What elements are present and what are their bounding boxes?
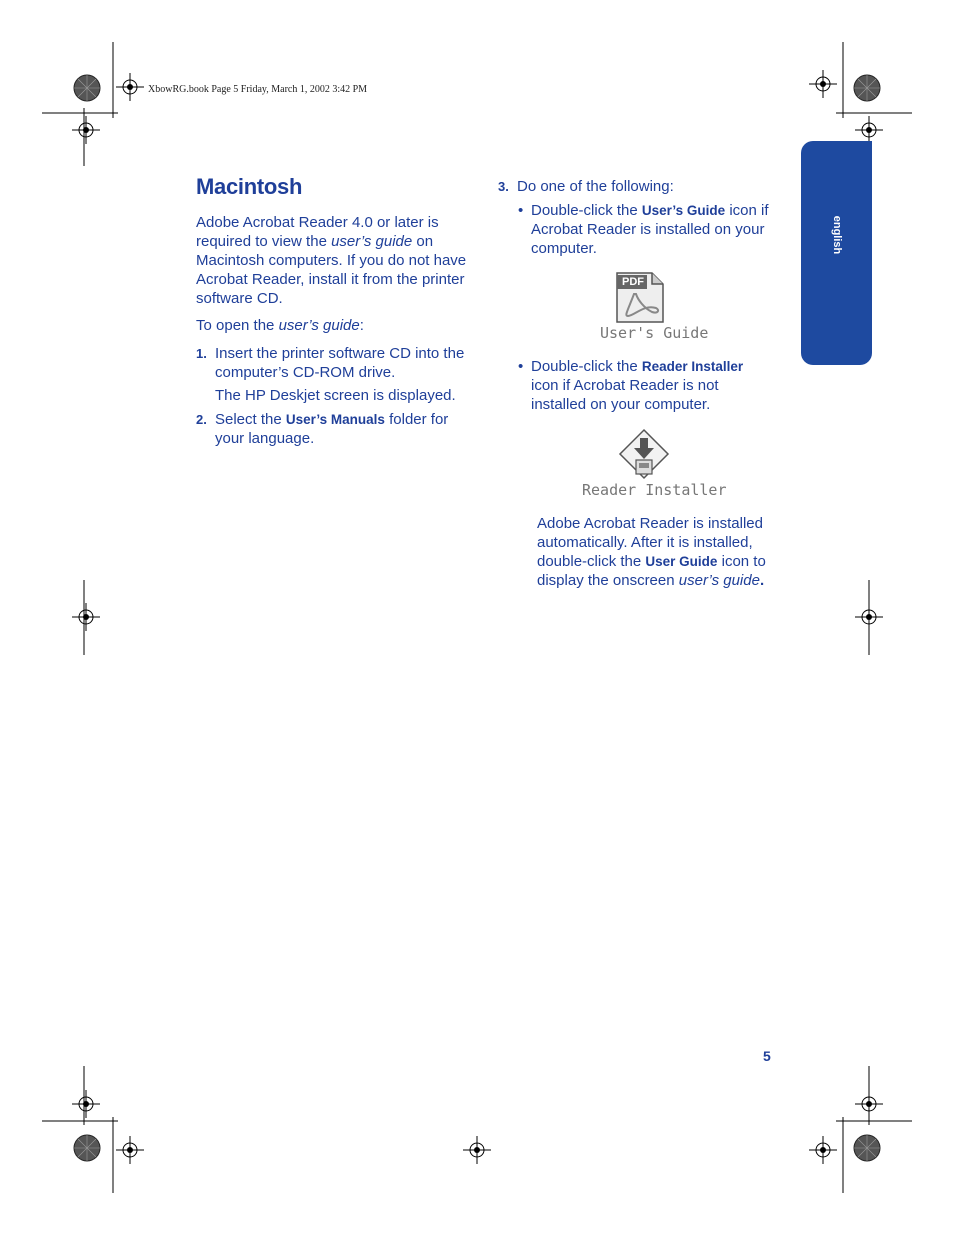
- bullet-2-text-2: icon if Acrobat Reader is not installed on your computer.: [531, 377, 719, 413]
- intro-italic: user’s guide: [331, 233, 413, 250]
- bullet-2-text-1: Double-click the: [531, 358, 642, 375]
- closing-paragraph: [537, 514, 773, 590]
- language-tab-label: english: [830, 215, 843, 255]
- closing-italic: user’s guide: [678, 572, 760, 589]
- reader-installer-icon-label: Reader Installer: [582, 481, 727, 499]
- bullet-1-marker: •: [518, 202, 524, 219]
- bullet-1-text-2: icon if Acrobat Reader is installed on your computer.: [531, 202, 769, 257]
- user-guide-name: User Guide: [645, 554, 718, 569]
- step-1-number: 1.: [196, 346, 207, 361]
- step-1-text: Insert the printer software CD into the computer’s CD-ROM drive.: [215, 345, 465, 381]
- open-italic: user’s guide: [278, 317, 360, 334]
- users-guide-name: User’s Guide: [641, 203, 726, 218]
- reader-installer-name: Reader Installer: [641, 359, 744, 374]
- reader-installer-icon[interactable]: [582, 428, 727, 502]
- users-guide-icon-label: User's Guide: [600, 324, 709, 342]
- page-number: 5: [763, 1048, 771, 1064]
- step-2-text-2: folder for your language.: [215, 411, 449, 447]
- closing-text-2: icon to display the onscreen: [537, 553, 766, 589]
- bullet-2-marker: •: [518, 358, 524, 375]
- open-text-2: :: [359, 317, 364, 334]
- bullet-2-text: [531, 357, 771, 414]
- section-title: Macintosh: [196, 174, 303, 199]
- step-2-text: [215, 410, 473, 448]
- open-guide-line: [196, 316, 472, 335]
- bullet-1-text: [531, 201, 771, 258]
- intro-text-1: Adobe Acrobat Reader 4.0 or later is required to view the: [196, 214, 439, 250]
- step-2-text-1: Select the: [215, 411, 286, 428]
- file-info-header: XbowRG.book Page 5 Friday, March 1, 2002 3:42 PM: [148, 84, 368, 95]
- step-1-note: The HP Deskjet screen is displayed.: [215, 387, 456, 404]
- closing-text-3: .: [759, 572, 765, 589]
- installer-icon: [618, 428, 670, 480]
- open-text-1: To open the: [196, 317, 279, 334]
- step-3-number: 3.: [498, 179, 509, 194]
- pdf-badge: PDF: [622, 276, 644, 288]
- users-manuals-folder-name: User’s Manuals: [285, 412, 385, 427]
- step-2-number: 2.: [196, 412, 207, 427]
- bullet-1-text-1: Double-click the: [531, 202, 642, 219]
- intro-text-2: on Macintosh computers. If you do not have Acrobat Reader, install it from the printer software CD.: [196, 233, 467, 307]
- intro-paragraph: [196, 213, 472, 308]
- language-tab: [801, 141, 872, 365]
- users-guide-icon[interactable]: [598, 270, 709, 344]
- step-3-text: Do one of the following:: [517, 178, 674, 195]
- closing-text-1: Adobe Acrobat Reader is installed automatically. After it is installed, double-click the: [537, 515, 763, 570]
